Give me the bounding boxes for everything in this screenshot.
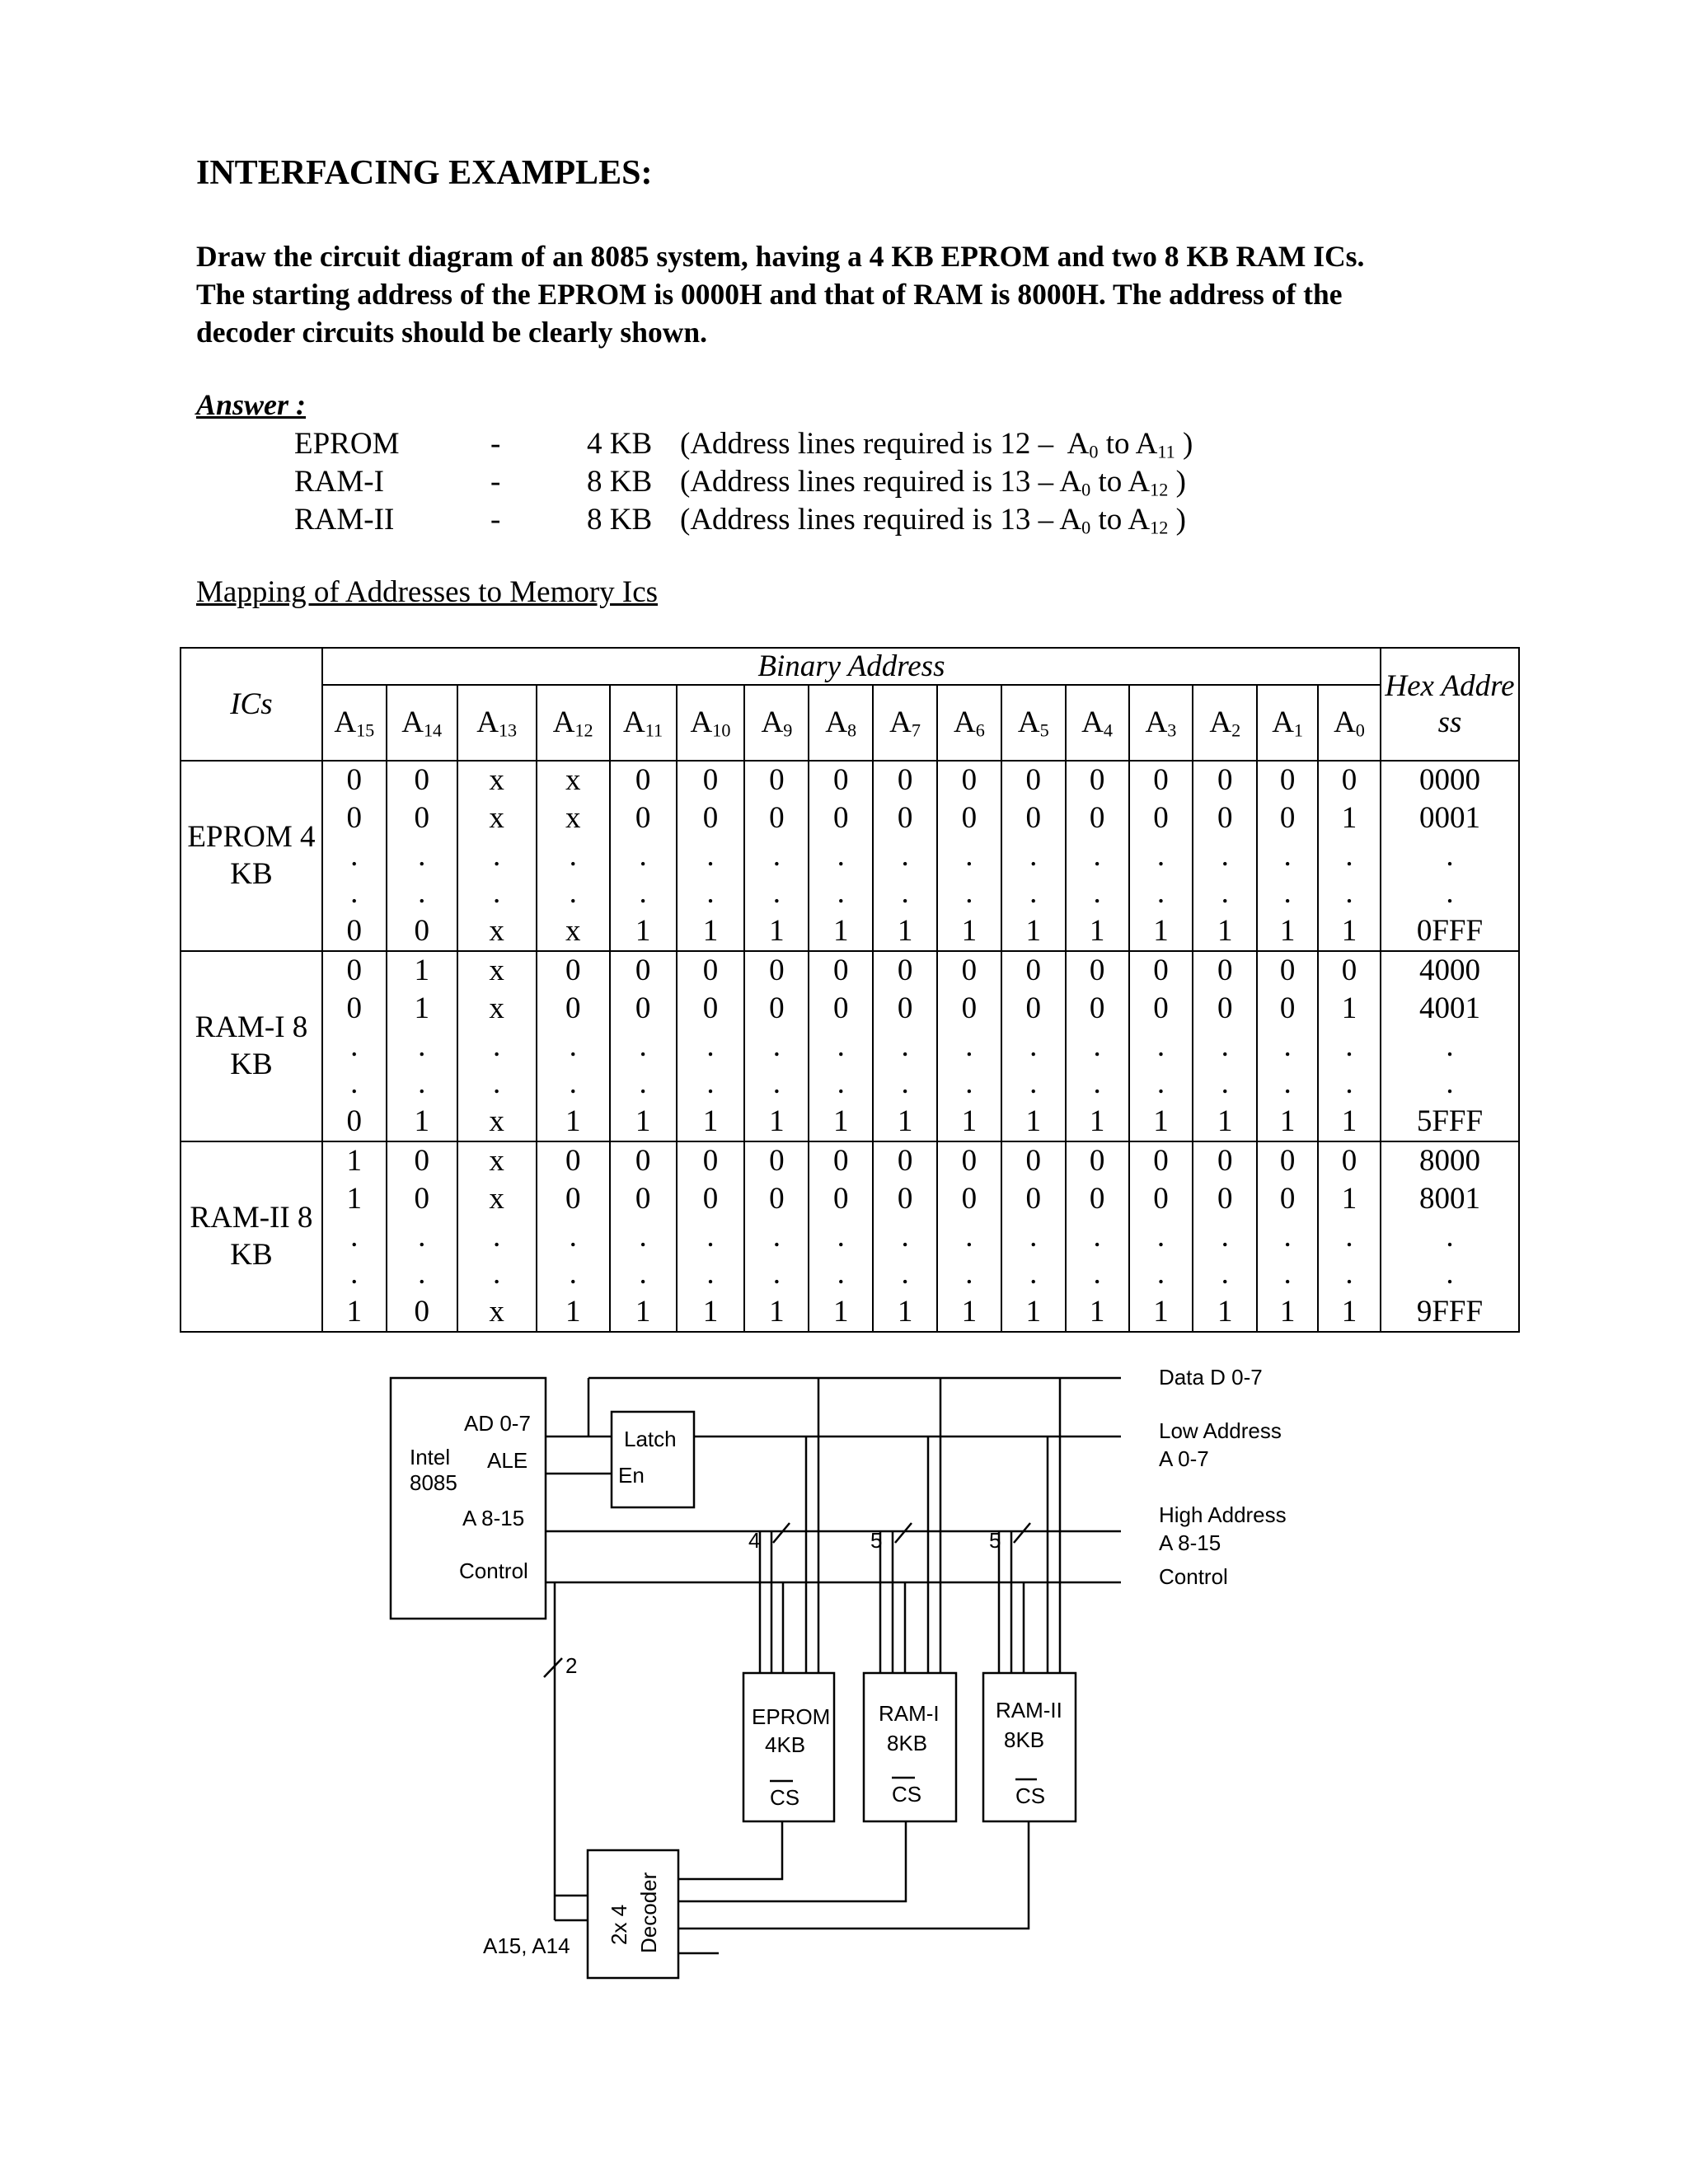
bus-label: A 8-15 [1159, 1530, 1221, 1555]
bit-cell: 0 0 . . 1 [744, 1141, 809, 1332]
hex-cell: 0000 0001 . . 0FFF [1381, 761, 1519, 951]
bit-header: $A_{13}$ [457, 685, 537, 761]
cs-label: CS [892, 1782, 922, 1807]
bus-width-label: 4 [748, 1528, 761, 1553]
eprom-label: 4KB [765, 1732, 806, 1757]
bit-cell: 0 0 . . 1 [610, 761, 677, 951]
table-row [181, 951, 1519, 1141]
bus-width-label: 5 [870, 1528, 883, 1553]
cpu-label: Intel [410, 1445, 451, 1469]
answer-size: 8 KB [587, 465, 653, 499]
answer-note: (Address lines required is $13 - A_0$ to $A_{12}$ ) [680, 503, 1186, 538]
bit-cell: 0 1 . . 1 [1318, 951, 1381, 1141]
bit-header: $A_{12}$ [537, 685, 610, 761]
hex-cell: 4000 4001 . . 5FFF [1381, 951, 1519, 1141]
answer-note: (Address lines required is $12 - A_0$ to $A_{11}$ ) [680, 427, 1193, 462]
bit-cell: 1 1 . . 1 [387, 951, 457, 1141]
bit-cell: 0 0 . . 1 [1001, 761, 1066, 951]
ics-header: ICs [181, 648, 322, 761]
table-row [181, 761, 1519, 951]
decoder-label: 2x 4 [607, 1904, 631, 1945]
bit-cell: 0 0 . . 1 [1193, 1141, 1257, 1332]
bit-cell: 0 0 . . 1 [1129, 1141, 1193, 1332]
bit-cell: 0 0 . . 0 [387, 761, 457, 951]
ram1-label: 8KB [887, 1731, 928, 1755]
bit-cell: 0 0 . . 1 [1066, 761, 1129, 951]
bit-cell: 0 0 . . 1 [937, 951, 1001, 1141]
question-text [196, 237, 1515, 351]
bit-cell: 0 0 . . 0 [387, 1141, 457, 1332]
bit-cell: 0 0 . . 1 [537, 951, 610, 1141]
binary-address-header: Binary Address [322, 648, 1381, 685]
bit-cell: x x . . x [457, 951, 537, 1141]
bit-cell: 0 0 . . 1 [610, 951, 677, 1141]
bit-cell: 0 0 . . 1 [809, 951, 873, 1141]
answer-size: 4 KB [587, 427, 653, 461]
bit-cell: 0 0 . . 1 [610, 1141, 677, 1332]
bit-cell: 0 0 . . 1 [1066, 1141, 1129, 1332]
bit-cell: 0 0 . . 1 [1129, 951, 1193, 1141]
answer-dash: - [490, 503, 501, 537]
question-line: decoder circuits should be clearly shown. [196, 316, 707, 349]
bit-cell: 1 1 . . 1 [322, 1141, 387, 1332]
bit-header: $A_7$ [873, 685, 937, 761]
bit-cell: 0 0 . . 1 [677, 1141, 745, 1332]
ic-label: RAM-I 8 KB [181, 951, 322, 1141]
bus-label: High Address [1159, 1502, 1287, 1527]
bit-cell: 0 0 . . 0 [322, 951, 387, 1141]
bit-cell: 0 0 . . 1 [1193, 951, 1257, 1141]
bit-cell: 0 0 . . 1 [677, 951, 745, 1141]
ic-label: RAM-II 8 KB [181, 1141, 322, 1332]
bus-label: Control [1159, 1564, 1228, 1589]
cs-label: CS [770, 1785, 800, 1810]
bit-header: $A_8$ [809, 685, 873, 761]
pin-a8-15: A 8-15 [462, 1506, 525, 1530]
bit-header: $A_3$ [1129, 685, 1193, 761]
bit-cell: 0 0 . . 1 [937, 1141, 1001, 1332]
bit-cell: 0 0 . . 1 [937, 761, 1001, 951]
bit-cell: 0 0 . . 1 [744, 761, 809, 951]
latch-en-label: En [618, 1463, 645, 1488]
ram2-label: 8KB [1004, 1727, 1045, 1752]
bit-cell: 0 0 . . 1 [1001, 1141, 1066, 1332]
bus-width-label: 5 [989, 1528, 1001, 1553]
pin-ale: ALE [487, 1448, 528, 1473]
circuit-diagram [379, 1352, 1335, 1994]
bit-header: $A_4$ [1066, 685, 1129, 761]
bus-label: Low Address [1159, 1418, 1282, 1443]
bit-header: $A_5$ [1001, 685, 1066, 761]
bit-cell: 0 0 . . 1 [1129, 761, 1193, 951]
bit-header: $A_{15}$ [322, 685, 387, 761]
bus-label: Data D 0-7 [1159, 1365, 1263, 1390]
bit-cell: x x . . x [537, 761, 610, 951]
answer-name: EPROM [294, 427, 400, 461]
answer-dash: - [490, 465, 501, 499]
bus-label: A 0-7 [1159, 1446, 1209, 1471]
bit-cell: 0 0 . . 1 [744, 951, 809, 1141]
bit-cell: 0 1 . . 1 [1318, 1141, 1381, 1332]
bit-header: $A_6$ [937, 685, 1001, 761]
bit-header: $A_2$ [1193, 685, 1257, 761]
bit-cell: x x . . x [457, 1141, 537, 1332]
bit-cell: 0 0 . . 1 [1257, 1141, 1318, 1332]
bit-cell: 0 0 . . 1 [1257, 951, 1318, 1141]
pin-control: Control [459, 1558, 528, 1583]
bit-cell: 0 0 . . 1 [537, 1141, 610, 1332]
question-line: Draw the circuit diagram of an 8085 system, having a 4 KB EPROM and two 8 KB RAM ICs. [196, 240, 1365, 273]
pin-ad: AD 0-7 [464, 1411, 531, 1436]
bit-cell: 0 0 . . 1 [1257, 761, 1318, 951]
question-line: The starting address of the EPROM is 0000H and that of RAM is 8000H. The address of the [196, 278, 1343, 311]
bit-header: $A_1$ [1257, 685, 1318, 761]
page-title: INTERFACING EXAMPLES: [196, 154, 653, 192]
hex-address-header: Hex Address [1381, 648, 1519, 761]
answer-note: (Address lines required is $13 - A_0$ to $A_{12}$ ) [680, 465, 1186, 500]
bit-cell: 0 0 . . 1 [1193, 761, 1257, 951]
decoder-input-label: A15, A14 [483, 1933, 570, 1958]
bit-cell: 0 0 . . 1 [809, 1141, 873, 1332]
bus-width-label: 2 [565, 1653, 578, 1678]
bit-cell: x x . . x [457, 761, 537, 951]
answer-size: 8 KB [587, 503, 653, 537]
bit-header: $A_9$ [744, 685, 809, 761]
bit-cell: 0 0 . . 1 [677, 761, 745, 951]
bit-cell: 0 0 . . 1 [873, 951, 937, 1141]
eprom-label: EPROM [752, 1704, 831, 1729]
bit-cell: 0 0 . . 1 [873, 1141, 937, 1332]
bit-cell: 0 0 . . 1 [1001, 951, 1066, 1141]
ram2-label: RAM-II [996, 1698, 1062, 1722]
cs-label: CS [1015, 1783, 1046, 1808]
answer-name: RAM-II [294, 503, 395, 537]
decoder-box [588, 1850, 678, 1978]
bit-cell: 0 0 . . 1 [1066, 951, 1129, 1141]
bit-header: $A_{11}$ [610, 685, 677, 761]
bit-header: $A_0$ [1318, 685, 1381, 761]
bit-cell: 0 0 . . 1 [873, 761, 937, 951]
answer-name: RAM-I [294, 465, 384, 499]
latch-label: Latch [624, 1427, 677, 1451]
decoder-label: Decoder [636, 1872, 661, 1953]
bit-header: $A_{14}$ [387, 685, 457, 761]
ic-label: EPROM 4 KB [181, 761, 322, 951]
answer-heading: Answer : [196, 388, 307, 421]
hex-cell: 8000 8001 . . 9FFF [1381, 1141, 1519, 1332]
answer-dash: - [490, 427, 501, 461]
bit-cell: 0 1 . . 1 [1318, 761, 1381, 951]
bit-header: $A_{10}$ [677, 685, 745, 761]
cpu-label: 8085 [410, 1470, 457, 1495]
ram1-label: RAM-I [879, 1701, 940, 1726]
bit-cell: 0 0 . . 1 [809, 761, 873, 951]
bit-cell: 0 0 . . 0 [322, 761, 387, 951]
table-row [181, 1141, 1519, 1332]
mapping-heading: Mapping of Addresses to Memory Ics [196, 575, 659, 609]
address-map-table [180, 647, 1520, 1333]
